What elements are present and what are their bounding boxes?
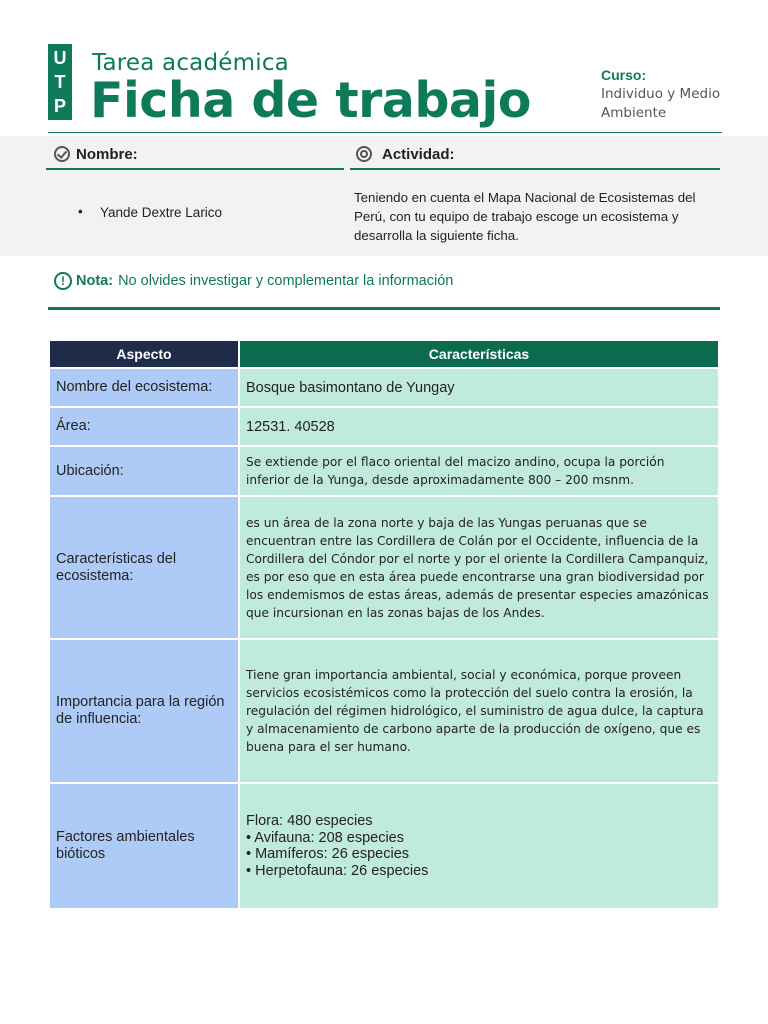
check-circle-icon — [54, 146, 70, 162]
aspect-cell: Área: — [50, 408, 238, 445]
aspect-cell: Factores ambientales bióticos — [50, 784, 238, 908]
activity-text: Teniendo en cuenta el Mapa Nacional de Ecosistemas del Perú, con tu equipo de trabajo escoge un ecosistema y desarrolla la siguiente ficha. — [354, 190, 696, 243]
logo-letter-t: T — [54, 72, 66, 92]
header-caracteristicas: Características — [240, 341, 718, 367]
ecosystem-table — [48, 339, 720, 910]
value-cell: Tiene gran importancia ambiental, social y económica, porque proveen servicios ecosistémicos como la protección del suelo contra la erosión, la regulación del régimen hidrológico, el suministro de agua dulce, la captura y almacenamiento de carbono aparte de la producción de oxígeno, que es buena para el ser humano. — [240, 640, 718, 782]
logo-letter-u: U — [53, 48, 67, 68]
header-divider — [48, 132, 722, 133]
table-header-row — [50, 341, 718, 367]
note-text: No olvides investigar y complementar la información — [118, 273, 454, 289]
aspect-cell: Nombre del ecosistema: — [50, 369, 238, 406]
value-cell — [240, 784, 718, 908]
note-line — [54, 272, 453, 290]
table-row — [50, 640, 718, 782]
target-icon — [356, 146, 372, 162]
biotic-line-flora: Flora: 480 especies — [246, 813, 373, 829]
value-cell: Bosque basimontano de Yungay — [240, 369, 718, 406]
nombre-header — [46, 140, 344, 170]
document-kicker: Tarea académica — [92, 50, 289, 76]
aspect-cell: Características del ecosistema: — [50, 497, 238, 638]
student-name-item — [78, 205, 222, 220]
value-cell: 12531. 40528 — [240, 408, 718, 445]
biotic-line-herpetofauna: • Herpetofauna: 26 especies — [246, 862, 429, 879]
student-name: Yande Dextre Larico — [100, 205, 223, 220]
note-label: Nota: — [76, 273, 114, 289]
utp-logo — [48, 44, 72, 120]
value-cell: es un área de la zona norte y baja de las Yungas peruanas que se encuentran entre las Cordillera de Colán por el Occidente, influencia de la Cordillera del Cóndor por el norte y por el oriente la Cordillera Campanquiz, es por eso que en esta área puede encontrarse una gran biodiversidad por los endemismos de estas áreas, además de presentar especies amazónicas que incursionan en las zonas bajas de los Andes. — [240, 497, 718, 638]
table-row — [50, 408, 718, 445]
biotic-line-avifauna: • Avifauna: 208 especies — [246, 829, 404, 846]
aspect-cell: Importancia para la región de influencia: — [50, 640, 238, 782]
table-row — [50, 447, 718, 495]
table-row — [50, 784, 718, 908]
header-aspecto: Aspecto — [50, 341, 238, 367]
course-label: Curso: — [601, 67, 647, 83]
course-block — [601, 66, 731, 123]
table-row — [50, 369, 718, 406]
actividad-label: Actividad: — [382, 145, 455, 163]
actividad-header — [350, 140, 720, 170]
exclamation-circle-icon: ! — [54, 272, 72, 290]
document-title: Ficha de trabajo — [90, 72, 531, 129]
biotic-line-mamiferos: • Mamíferos: 26 especies — [246, 846, 410, 862]
note-divider — [48, 307, 720, 310]
course-value: Individuo y Medio Ambiente — [601, 86, 721, 121]
nombre-label: Nombre: — [76, 145, 138, 163]
aspect-cell: Ubicación: — [50, 447, 238, 495]
value-cell: Se extiende por el flaco oriental del macizo andino, ocupa la porción inferior de la Yunga, desde aproximadamente 800 – 200 msnm. — [240, 447, 718, 495]
table-row — [50, 497, 718, 638]
logo-letter-p: P — [53, 96, 66, 116]
